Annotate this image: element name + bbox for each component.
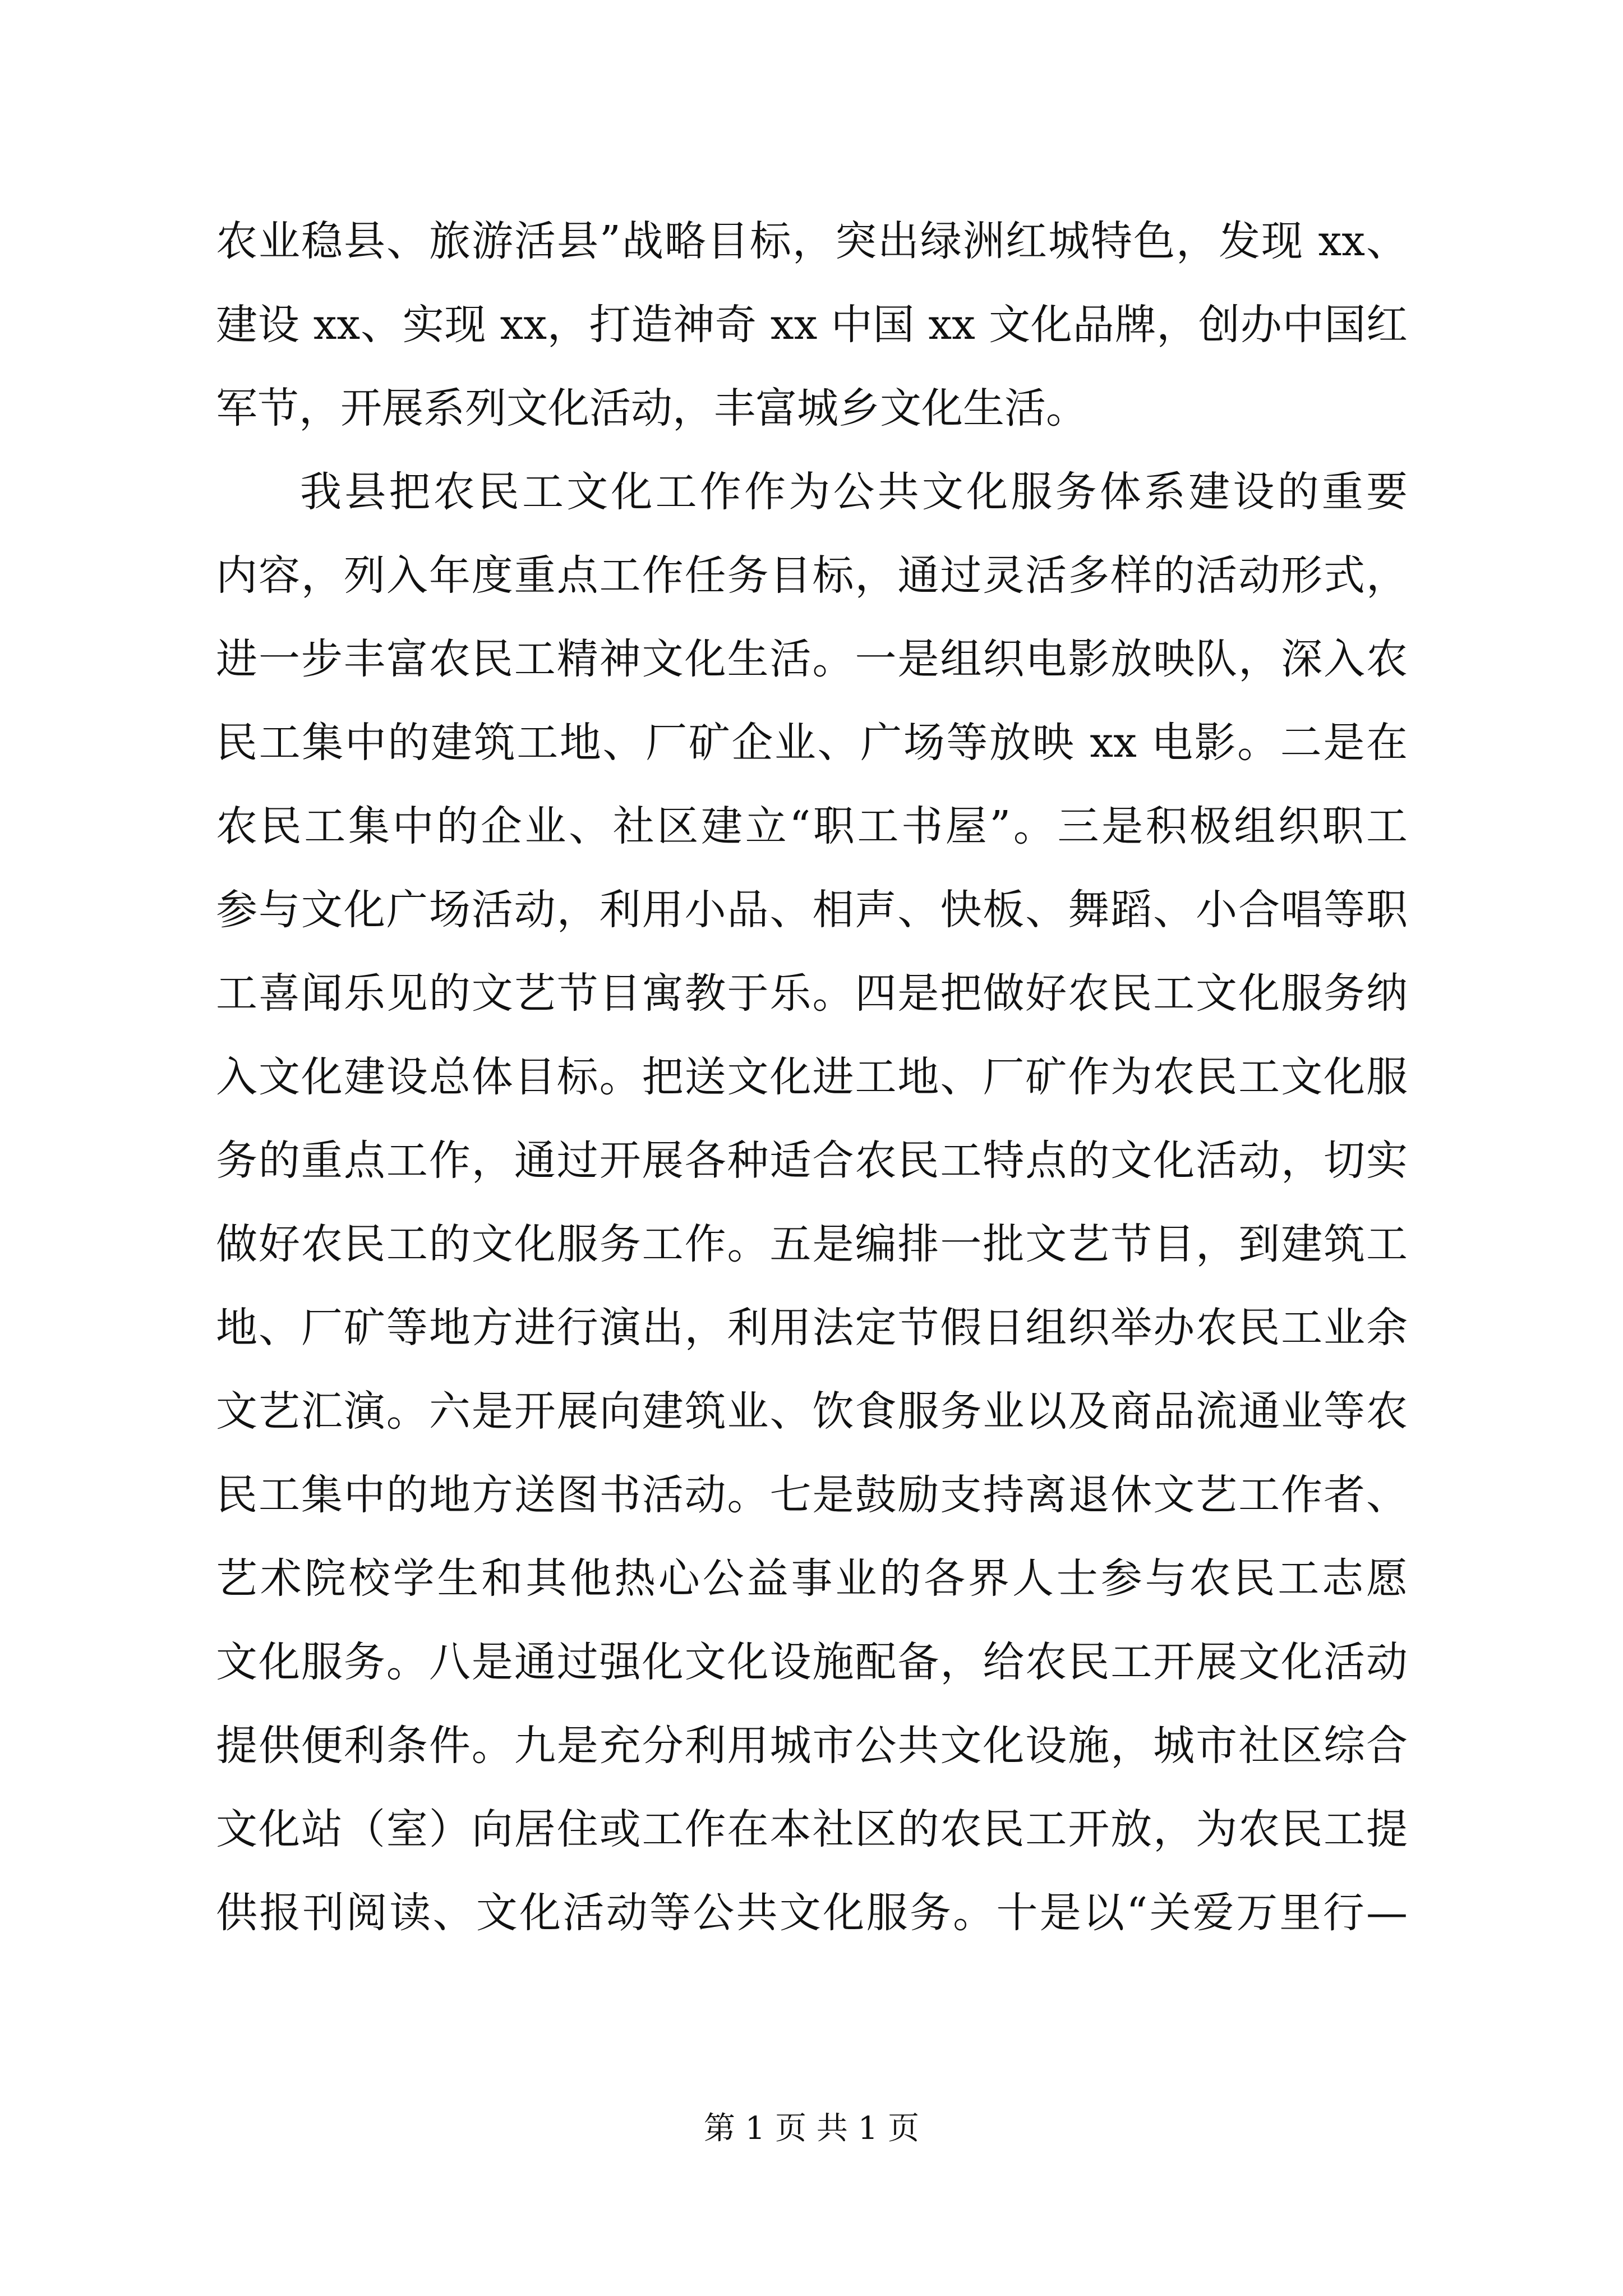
text-line-16: 民工集中的地方送图书活动。七是鼓励支持离退休文艺工作者、 bbox=[216, 1471, 1408, 1519]
text-line-1: 农业稳县、旅游活县”战略目标，突出绿洲红城特色，发现 xx、 bbox=[216, 217, 1408, 265]
text-line-3: 军节，开展系列文化活动，丰富城乡文化生活。 bbox=[216, 384, 1087, 432]
text-line-20: 文化站（室）向居住或工作在本社区的农民工开放，为农民工提 bbox=[216, 1805, 1408, 1853]
text-line-8: 农民工集中的企业、社区建立“职工书屋”。三是积极组织职工 bbox=[216, 802, 1408, 850]
text-line-2: 建设 xx、实现 xx，打造神奇 xx 中国 xx 文化品牌，创办中国红 bbox=[216, 301, 1408, 349]
text-line-17: 艺术院校学生和其他热心公益事业的各界人士参与农民工志愿 bbox=[216, 1554, 1408, 1603]
text-line-19: 提供便利条件。九是充分利用城市公共文化设施，城市社区综合 bbox=[216, 1722, 1408, 1770]
text-line-7: 民工集中的建筑工地、厂矿企业、广场等放映 xx 电影。二是在 bbox=[216, 719, 1408, 767]
text-line-12: 务的重点工作，通过开展各种适合农民工特点的文化活动，切实 bbox=[216, 1137, 1408, 1185]
text-line-14: 地、厂矿等地方进行演出，利用法定节假日组织举办农民工业余 bbox=[216, 1304, 1408, 1352]
page-footer: 第 1 页 共 1 页 bbox=[703, 2110, 920, 2147]
text-line-4: 我县把农民工文化工作作为公共文化服务体系建设的重要 bbox=[300, 468, 1408, 516]
text-line-9: 参与文化广场活动，利用小品、相声、快板、舞蹈、小合唱等职 bbox=[216, 886, 1408, 934]
text-line-11: 入文化建设总体目标。把送文化进工地、厂矿作为农民工文化服 bbox=[216, 1053, 1408, 1101]
text-line-5: 内容，列入年度重点工作任务目标，通过灵活多样的活动形式， bbox=[216, 551, 1408, 600]
text-line-6: 进一步丰富农民工精神文化生活。一是组织电影放映队，深入农 bbox=[216, 635, 1408, 683]
text-line-13: 做好农民工的文化服务工作。五是编排一批文艺节目，到建筑工 bbox=[216, 1220, 1408, 1268]
text-line-18: 文化服务。八是通过强化文化设施配备，给农民工开展文化活动 bbox=[216, 1638, 1408, 1686]
text-line-21: 供报刊阅读、文化活动等公共文化服务。十是以“关爱万里行— bbox=[216, 1889, 1408, 1937]
text-line-15: 文艺汇演。六是开展向建筑业、饮食服务业以及商品流通业等农 bbox=[216, 1387, 1408, 1435]
text-line-10: 工喜闻乐见的文艺节目寓教于乐。四是把做好农民工文化服务纳 bbox=[216, 969, 1408, 1018]
